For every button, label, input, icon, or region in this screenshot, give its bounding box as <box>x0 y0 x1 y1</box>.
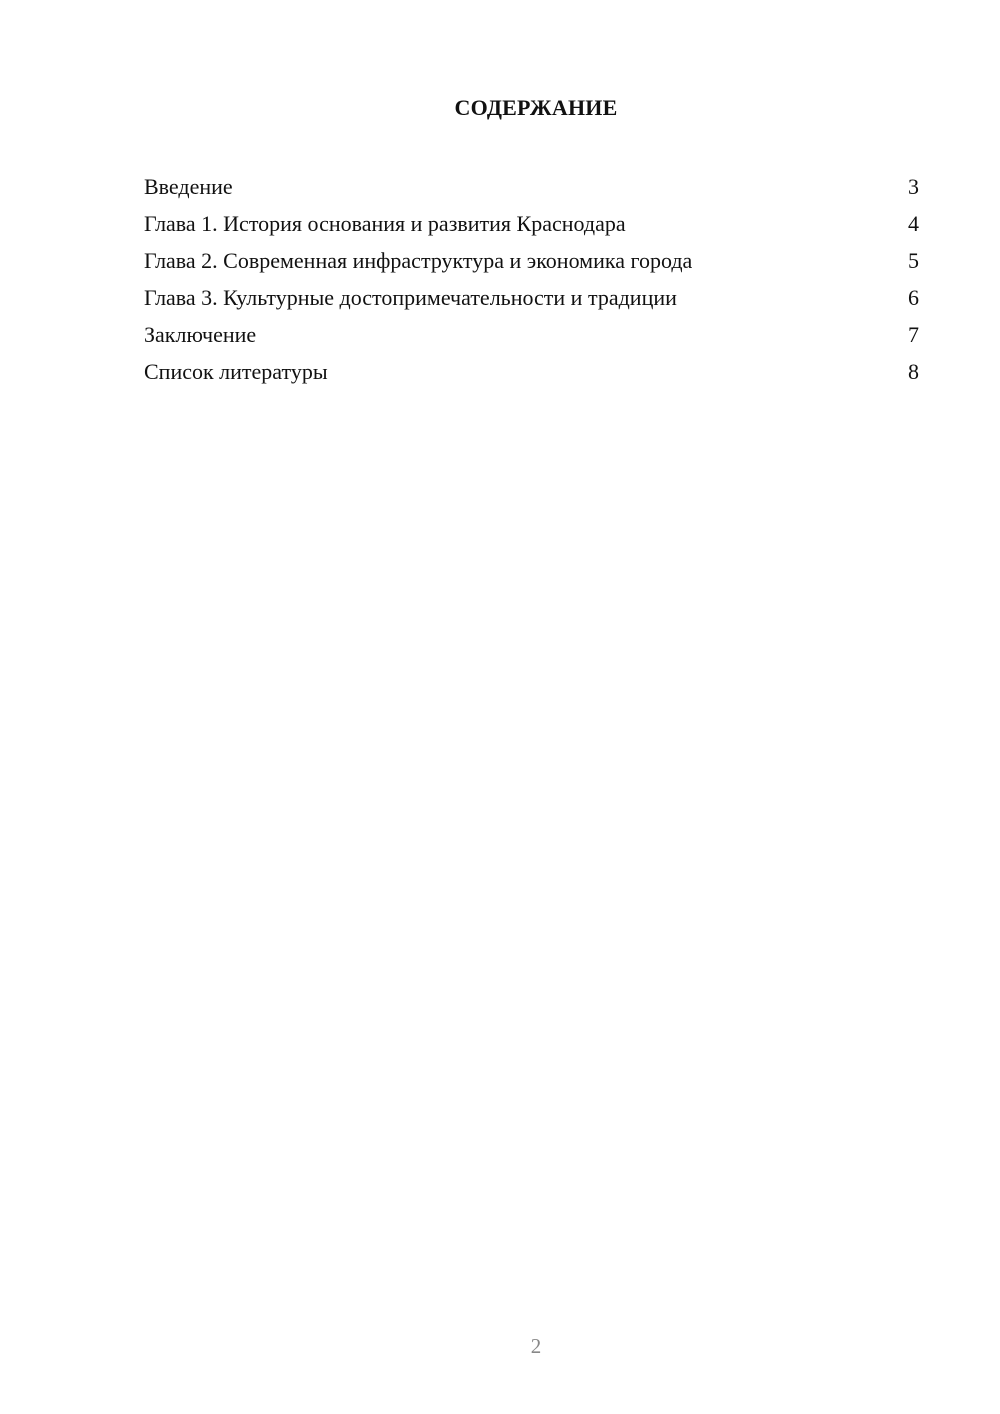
toc-entry-conclusion <box>144 316 919 353</box>
toc-entry-title: Введение <box>144 174 233 199</box>
toc-entry-page: 3 <box>908 174 919 199</box>
toc-entry-page: 5 <box>908 248 919 273</box>
page-number: 2 <box>530 1334 542 1358</box>
toc-entry-page: 6 <box>908 285 919 310</box>
page-title: СОДЕРЖАНИЕ <box>454 95 618 120</box>
toc-entry-title: Глава 2. Современная инфраструктура и экономика города <box>144 248 693 273</box>
toc-entry-chapter-3 <box>144 279 919 316</box>
toc-entry-chapter-2 <box>144 242 919 279</box>
toc-entry-chapter-1 <box>144 205 919 242</box>
toc-entry-title: Глава 1. История основания и развития Краснодара <box>144 211 626 236</box>
toc-entry-page: 7 <box>908 322 919 347</box>
toc-entry-page: 8 <box>908 359 919 384</box>
toc-entry-title: Список литературы <box>144 359 328 384</box>
toc-entry-introduction <box>144 168 919 205</box>
table-of-contents <box>144 168 919 390</box>
toc-entry-title: Глава 3. Культурные достопримечательности и традиции <box>144 285 677 310</box>
toc-entry-references <box>144 353 919 390</box>
toc-entry-title: Заключение <box>144 322 257 347</box>
toc-entry-page: 4 <box>908 211 919 236</box>
